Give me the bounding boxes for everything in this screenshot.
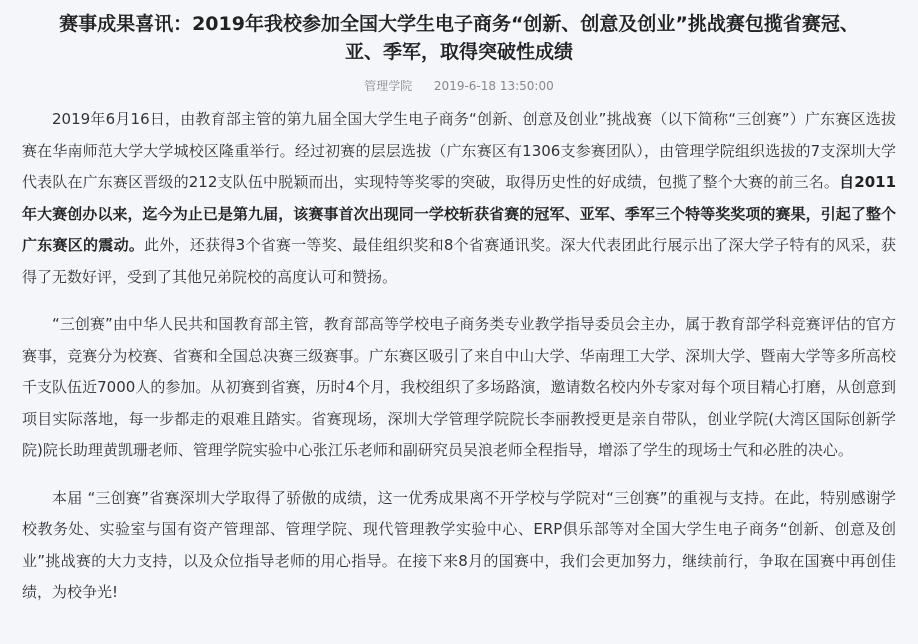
article-body xyxy=(22,104,896,609)
article-paragraph-2: “三创赛”由中华人民共和国教育部主管，教育部高等学校电子商务类专业教学指导委员会主办，属于教育部学科竞赛评估的官方赛事，竞赛分为校赛、省赛和全国总决赛三级赛事。广东赛区吸引了来自中山大学、华南理工大学、深圳大学、暨南大学等多所高校千支队伍近7000人的参加。从初赛到省赛，历时4个月，我校组织了多场路演，邀请数名校内外专家对每个项目精心打磨，从创意到项目实际落地，每一步都走的艰难且踏实。省赛现场，深圳大学管理学院院长李丽教授更是亲自带队，创业学院(大湾区国际创新学院)院长助理黄凯珊老师、管理学院实验中心张江乐老师和副研究员吴浪老师全程指导，增添了学生的现场士气和必胜的决心。 xyxy=(22,315,896,459)
paragraph-1-bold-text: 自2011年大赛创办以来，迄今为止已是第九届，该赛事首次出现同一学校斩获省赛的冠军、亚军、季军三个特等奖奖项的赛果，引起了整个广东赛区的震动。 xyxy=(22,173,897,254)
paragraph-1-text: 2019年6月16日，由教育部主管的第九届全国大学生电子商务“创新、创意及创业”挑战赛（以下简称“三创赛”）广东赛区选拔赛在华南师范大学大学城校区隆重举行。经过初赛的层层选拔（广东赛区有1306支参赛团队），由管理学院组织选拔的7支深圳大学代表队在广东赛区晋级的212支队伍中脱颖而出，实现特等奖零的突破，取得历史性的好成绩，包揽了整个大赛的前三名。 xyxy=(22,110,896,191)
article-title: 赛事成果喜讯：2019年我校参加全国大学生电子商务“创新、创意及创业”挑战赛包揽省赛冠、亚、季军，取得突破性成绩 xyxy=(59,13,859,63)
article-author: 管理学院 xyxy=(364,79,413,93)
article-datetime: 2019-6-18 13:50:00 xyxy=(433,79,554,93)
article-paragraph-3: 本届 “三创赛”省赛深圳大学取得了骄傲的成绩，这一优秀成果离不开学校与学院对“三创赛”的重视与支持。在此，特别感谢学校教务处、实验室与国有资产管理部、管理学院、现代管理教学实验中心、ERP俱乐部等对全国大学生电子商务“创新、创意及创业”挑战赛的大力支持，以及众位指导老师的用心指导。在接下来8月的国赛中，我们会更加努力，继续前行，争取在国赛中再创佳绩，为校争光! xyxy=(22,488,896,601)
article-meta xyxy=(22,76,896,96)
article-paragraph-1 xyxy=(22,104,896,293)
paragraph-1-text-end: 此外，还获得3个省赛一等奖、最佳组织奖和8个省赛通讯奖。深大代表团此行展示出了深大学子特有的风采，获得了无数好评，受到了其他兄弟院校的高度认可和赞扬。 xyxy=(22,236,896,286)
